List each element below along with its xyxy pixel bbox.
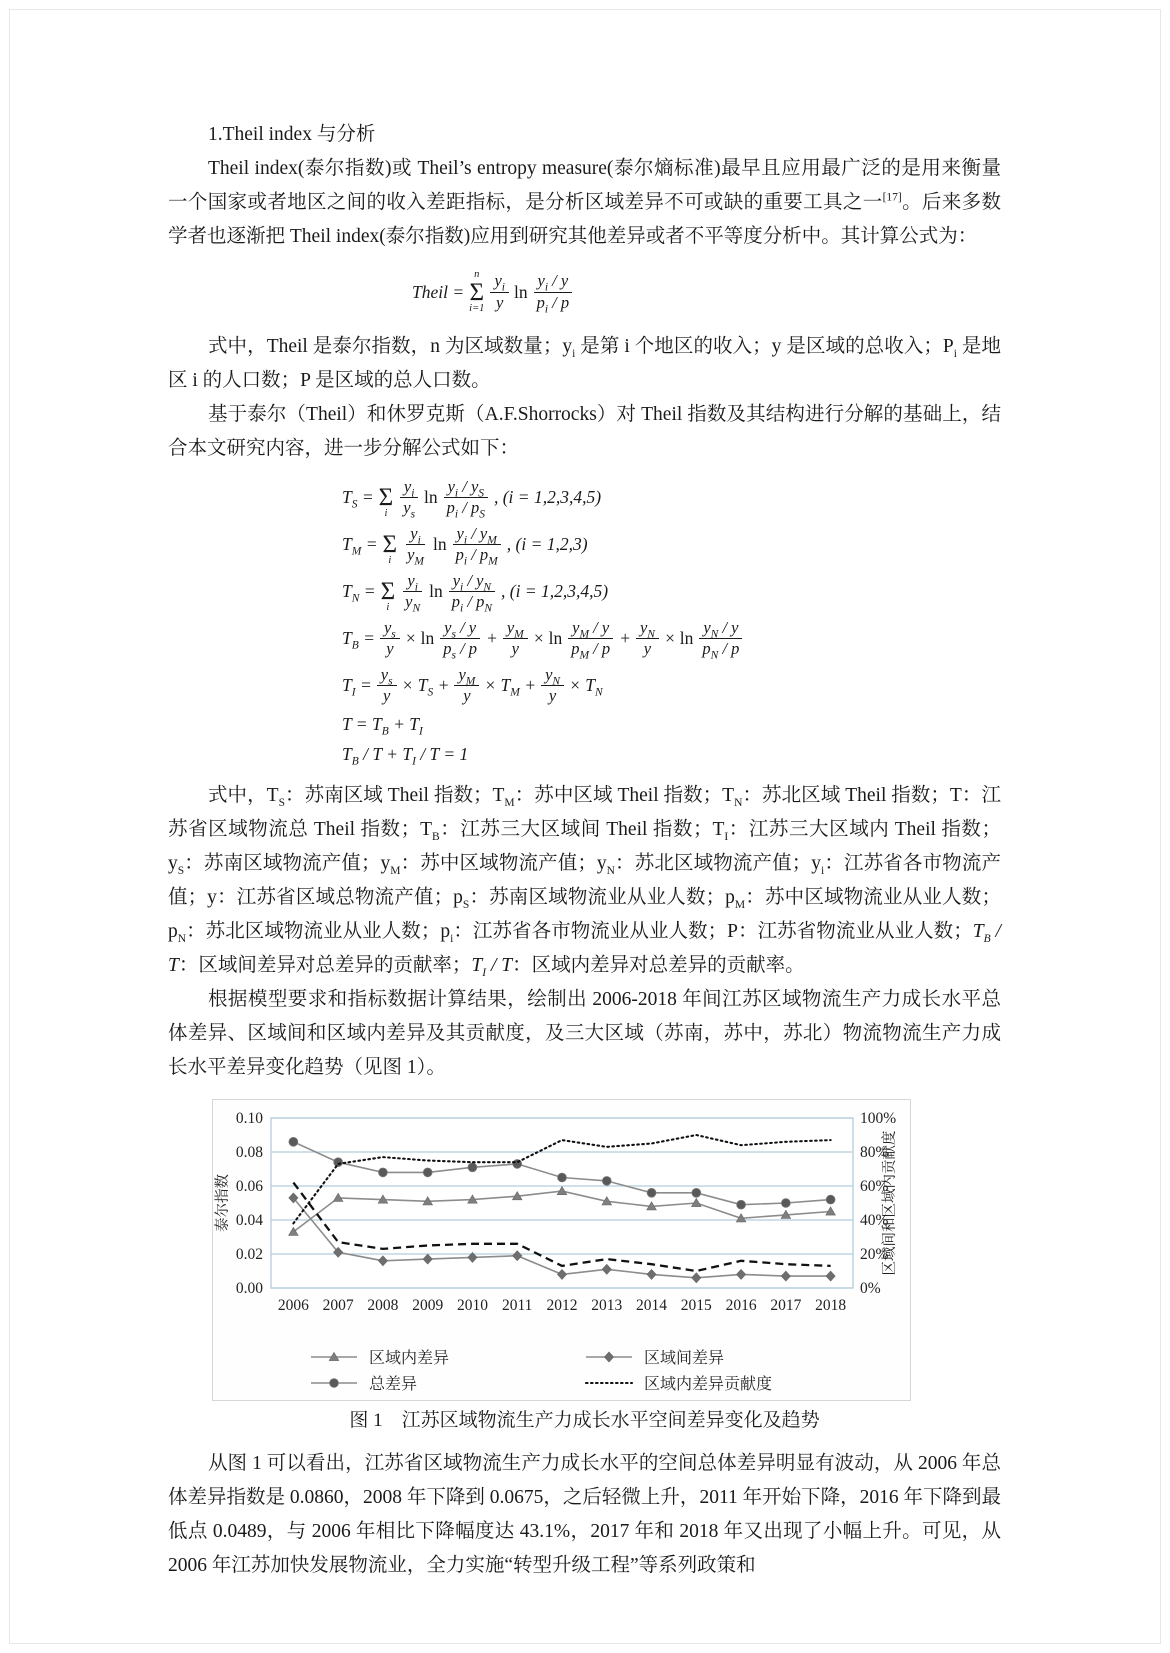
x-axis-tick: 2016: [725, 1297, 757, 1314]
formula-block: [340, 474, 1001, 769]
x-axis-tick: 2007: [322, 1297, 354, 1314]
x-axis-tick: 2014: [636, 1297, 668, 1314]
left-axis-tick: 0.02: [235, 1246, 263, 1263]
left-axis-tick: 0.00: [235, 1280, 263, 1297]
x-axis-tick: 2009: [412, 1297, 444, 1314]
right-axis-tick: 40%: [860, 1212, 889, 1229]
formula-line: $T_N$ = Σ i $\frac{y_i}{y_N}$ ln $\frac{y_i / y_N}{p_i / p_N}$ , (i = 1,2,3,4,5): [342, 570, 609, 615]
legend-label: 区域内差异贡献度: [644, 1376, 773, 1393]
paragraph-analysis: 从图 1 可以看出，江苏省区域物流生产力成长水平的空间总体差异明显有波动，从 2006 年总体差异指数是 0.0860，2008 年下降到 0.0675，之后轻微上升，2011 年开始下降，2016 年下降到最低点 0.0489，与 2006 年相比下降幅度达 43.1%，2017 年和 2018 年又出现了小幅上升。可见，从 2006 年江苏加快发展物流业，全力实施“转型升级工程”等系列政策和: [168, 1453, 1001, 1576]
paragraph-figure-intro: 根据模型要求和指标数据计算结果，绘制出 2006-2018 年间江苏区域物流生产力成长水平总体差异、区域间和区域内差异及其贡献度，及三大区域（苏南，苏中，苏北）物流物流生产力成长水平差异变化趋势（见图 1）。: [168, 989, 1001, 1078]
paragraph-symbols: 式中，$T_S$：苏南区域 Theil 指数；$T_M$：苏中区域 Theil 指数；$T_N$：苏北区域 Theil 指数；T：江苏省区域物流总 Theil 指数；$T_B$：江苏三大区域间 Theil 指数；$T_I$：江苏三大区域内 Theil 指数；$y_S$：苏南区域物流产值；$y_M$：苏中区域物流产值；$y_N$：苏北区域物流产值；$y_i$：江苏省各市物流产值；y：江苏省区域总物流产值；$p_S$：苏南区域物流业从业人数；$p_M$：苏中区域物流业从业人数；$p_N$：苏北区域物流业从业人数；$p_i$：江苏省各市物流业从业人数；P：江苏省物流业从业人数；$T_B$ / T：区域间差异对总差异的贡献率；$T_I$ / T：区域内差异对总差异的贡献率。: [168, 785, 1001, 979]
page-content: [168, 118, 1001, 1583]
left-axis-label: 泰尔指数: [215, 1174, 231, 1232]
formula-line: $T = T_B + T_I$: [342, 713, 423, 737]
legend-marker-diamond: [584, 1350, 634, 1364]
legend-label: 区域内差异: [369, 1350, 450, 1367]
formula-line: $T_M$ = Σ i $\frac{y_i}{y_M}$ ln $\frac{y_i / y_M}{p_i / p_M}$ , (i = 1,2,3): [342, 523, 588, 568]
figure-1: [212, 1099, 911, 1401]
legend-label: 总差异: [369, 1376, 418, 1393]
formula-line: $T_I$ = $\frac{y_s}{y}$ × $T_S$ + $\frac{y_M}{y}$ × $T_M$ + $\frac{y_N}{y}$ × $T_N$: [342, 664, 603, 705]
x-axis-tick: 2011: [502, 1297, 533, 1314]
right-axis-label: 区域间和区域内贡献度: [882, 1130, 898, 1276]
right-axis-tick: 100%: [860, 1110, 897, 1127]
x-axis-tick: 2010: [456, 1297, 488, 1314]
legend-item: [309, 1345, 584, 1368]
left-axis-tick: 0.04: [235, 1212, 263, 1229]
x-axis-tick: 2015: [680, 1297, 712, 1314]
left-axis-tick: 0.08: [235, 1144, 263, 1161]
theil-trend-chart: [213, 1108, 906, 1338]
right-axis-tick: 0%: [860, 1280, 881, 1297]
figure-caption: 图 1 江苏区域物流生产力成长水平空间差异变化及趋势: [349, 1410, 820, 1431]
x-axis-tick: 2012: [546, 1297, 578, 1314]
formula-line: $T_B / T + T_I / T = 1$: [342, 743, 469, 767]
legend-item: [584, 1345, 859, 1368]
paragraph-notation: 式中，Theil 是泰尔指数，n 为区域数量；$y_i$ 是第 i 个地区的收入；y 是区域的总收入；$P_i$ 是地区 i 的人口数；P 是区域的总人口数。: [168, 336, 1001, 391]
formula-line: $T_S$ = Σ i $\frac{y_i}{y_s}$ ln $\frac{y_i / y_S}{p_i / p_S}$ , (i = 1,2,3,4,5): [342, 476, 602, 521]
paragraph-intro: Theil index(泰尔指数)或 Theil’s entropy measure(泰尔熵标准)最早且应用最广泛的是用来衡量一个国家或者地区之间的收入差距指标，是分析区域差异不可或缺的重要工具之一[17]。后来多数学者也逐渐把 Theil index(泰尔指数)应用到研究其他差异或者不平等度分析中。其计算公式为：: [168, 158, 1001, 247]
legend-marker-triangle: [309, 1350, 359, 1364]
x-axis-tick: 2017: [770, 1297, 802, 1314]
legend-item: [584, 1371, 859, 1394]
x-axis-tick: 2013: [591, 1297, 623, 1314]
x-axis-tick: 2018: [815, 1297, 847, 1314]
legend-marker-circle: [309, 1376, 359, 1390]
legend-label: 区域间差异: [644, 1350, 725, 1367]
paragraph-decomposition-intro: 基于泰尔（Theil）和休罗克斯（A.F.Shorrocks）对 Theil 指数及其结构进行分解的基础上，结合本文研究内容，进一步分解公式如下：: [168, 404, 1001, 459]
right-axis-tick: 80%: [860, 1144, 889, 1161]
left-axis-tick: 0.10: [235, 1110, 263, 1127]
right-axis-tick: 20%: [860, 1246, 889, 1263]
chart-legend: [309, 1345, 910, 1394]
x-axis-tick: 2006: [277, 1297, 309, 1314]
legend-item: [309, 1371, 584, 1394]
x-axis-tick: 2008: [367, 1297, 399, 1314]
formula-line: $T_B$ = $\frac{y_s}{y}$ × ln $\frac{y_s / y}{p_s / p}$ + $\frac{y_M}{y}$ × ln $\frac{y_M / y}{p_M / p}$ + $\frac{y_N}{y}$ × ln $\frac{y_N / y}{p_N / p}$: [340, 615, 1001, 662]
legend-marker-dotted: [584, 1376, 634, 1390]
right-axis-tick: 60%: [860, 1178, 889, 1195]
theil-formula: Theil = n Σ i=1 $\frac{y_i}{y}$ ln $\frac{y_i / y}{p_i / p}$: [410, 264, 1001, 320]
left-axis-tick: 0.06: [235, 1178, 263, 1195]
section-heading: 1.Theil index 与分析: [207, 124, 376, 145]
